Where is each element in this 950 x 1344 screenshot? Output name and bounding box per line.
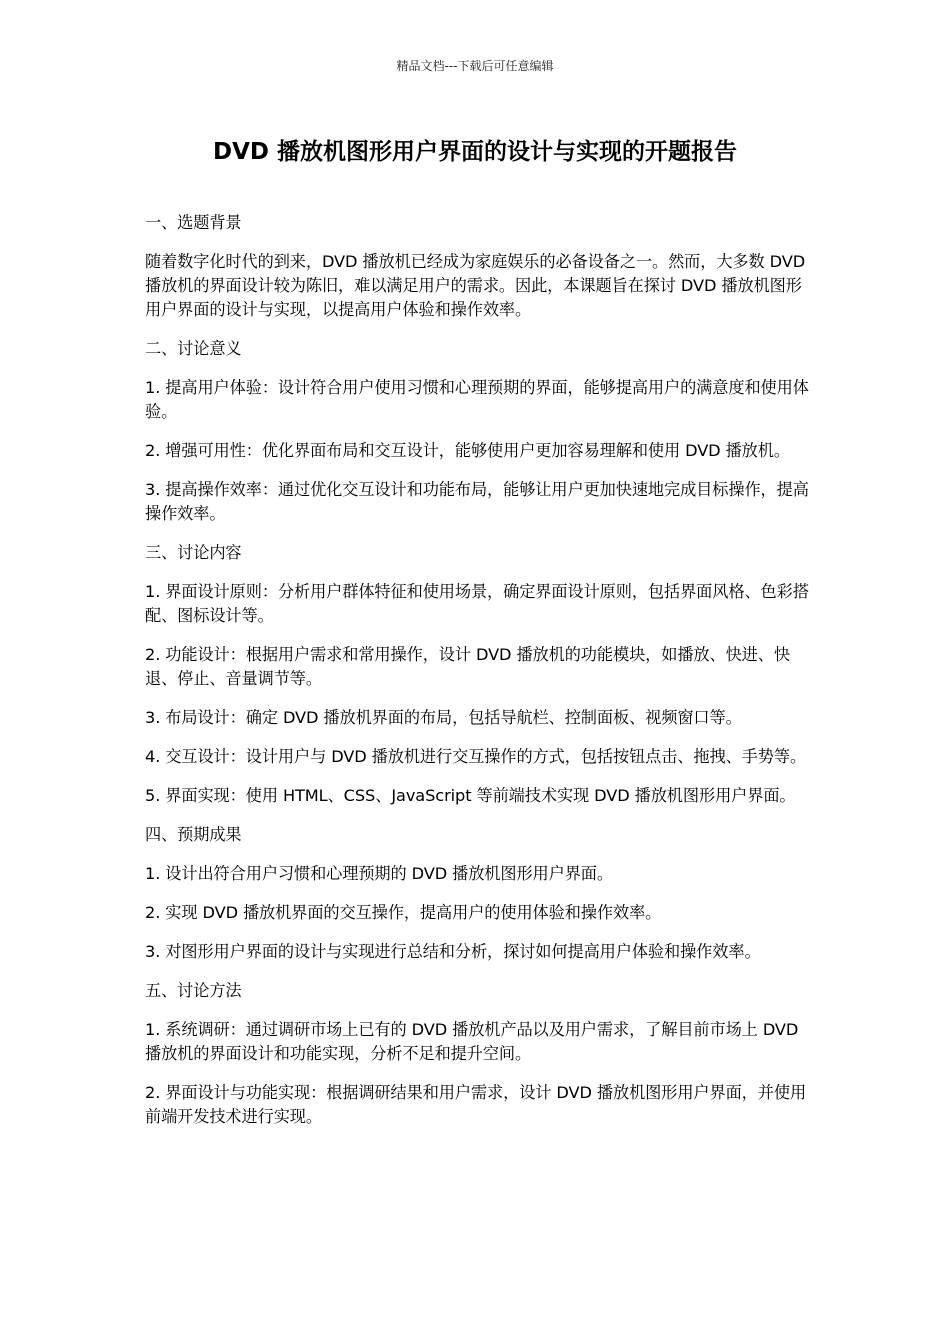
list-item-content-4: 4. 交互设计：设计用户与 DVD 播放机进行交互操作的方式，包括按钮点击、拖拽、手势等。 (145, 747, 807, 766)
list-item-content-2: 2. 功能设计：根据用户需求和常用操作，设计 DVD 播放机的功能模块，如播放、快进、快退、停止、音量调节等。 (145, 645, 790, 688)
list-item-methods-2: 2. 界面设计与功能实现：根据调研结果和用户需求，设计 DVD 播放机图形用户界面，并使用前端开发技术进行实现。 (145, 1083, 807, 1126)
list-item-content-1: 1. 界面设计原则：分析用户群体特征和使用场景，确定界面设计原则，包括界面风格、色彩搭配、图标设计等。 (145, 582, 809, 625)
section-heading-methods: 五、讨论方法 (145, 981, 242, 1000)
list-item-methods-1: 1. 系统调研：通过调研市场上已有的 DVD 播放机产品以及用户需求，了解目前市场上 DVD 播放机的界面设计和功能实现，分析不足和提升空间。 (145, 1020, 799, 1063)
list-item-outcomes-3: 3. 对图形用户界面的设计与实现进行总结和分析，探讨如何提高用户体验和操作效率。 (145, 942, 761, 961)
section-heading-background: 一、选题背景 (145, 213, 242, 232)
section-heading-outcomes: 四、预期成果 (145, 825, 242, 844)
list-item-outcomes-2: 2. 实现 DVD 播放机界面的交互操作，提高用户的使用体验和操作效率。 (145, 903, 662, 922)
list-item-significance-2: 2. 增强可用性：优化界面布局和交互设计，能够使用户更加容易理解和使用 DVD 播放机。 (145, 441, 790, 460)
list-item-content-3: 3. 布局设计：确定 DVD 播放机界面的布局，包括导航栏、控制面板、视频窗口等。 (145, 708, 742, 727)
list-item-content-5: 5. 界面实现：使用 HTML、CSS、JavaScript 等前端技术实现 DVD 播放机图形用户界面。 (145, 786, 796, 805)
document-title: DVD 播放机图形用户界面的设计与实现的开题报告 (213, 139, 737, 165)
section-heading-content: 三、讨论内容 (145, 543, 242, 562)
paragraph-background: 随着数字化时代的到来，DVD 播放机已经成为家庭娱乐的必备设备之一。然而，大多数 DVD 播放机的界面设计较为陈旧，难以满足用户的需求。因此，本课题旨在探讨 DVD 播放机图形用户界面的设计与实现，以提高用户体验和操作效率。 (145, 252, 806, 319)
list-item-significance-1: 1. 提高用户体验：设计符合用户使用习惯和心理预期的界面，能够提高用户的满意度和使用体验。 (145, 378, 809, 421)
list-item-significance-3: 3. 提高操作效率：通过优化交互设计和功能布局，能够让用户更加快速地完成目标操作，提高操作效率。 (145, 480, 809, 523)
list-item-outcomes-1: 1. 设计出符合用户习惯和心理预期的 DVD 播放机图形用户界面。 (145, 864, 613, 883)
section-heading-significance: 二、讨论意义 (145, 339, 242, 358)
document-body (145, 211, 810, 1144)
page-header-note: 精品文档---下载后可任意编辑 (396, 59, 554, 73)
